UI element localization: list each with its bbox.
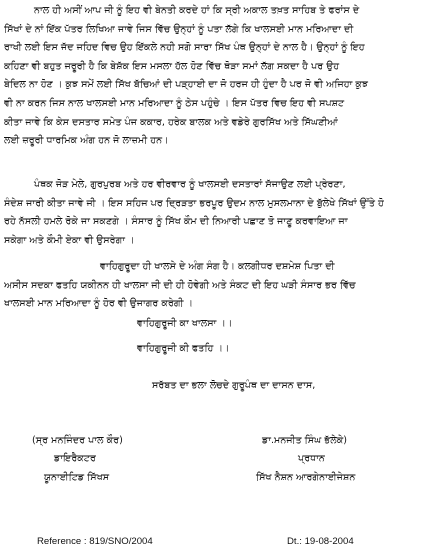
signatory-title: ਡਾਇਰੈਕਟਰ [54,453,96,465]
salutation-fateh: ਵਾਹਿਗੁਰੂਜੀ ਕੀ ਫਤਹਿ ।। [137,343,230,354]
text-line: ਕਹਿਣਾ ਵੀ ਬਹੁਤ ਜਰੂਰੀ ਹੈ ਕਿ ਬੇਸ਼ੱਕ ਇਸ ਮਸਲਾ ਹੱਲ ਹੋਣ ਵਿੱਚ ਥੋੜਾ ਸਮਾਂ ਲੱਗ ਸਕਦਾ ਹੈ ਪਰ ਉਹ [4,60,340,72]
text-line: ਲਈ ਜ਼ਰੂਰੀ ਧਾਰਮਿਕ ਅੰਗ ਹਨ ਜੋ ਲਾਜ਼ਮੀ ਹਨ। [4,135,169,147]
text-line: ਸੰਦੇਸ਼ ਜਾਰੀ ਕੀਤਾ ਜਾਵੇ ਜੀ । ਇਸ ਸਹਿਜ ਪਰ ਦ੍ਰਿੜਤਾ ਭਰਪੂਰ ਉਦਮ ਨਾਲ ਮੁਸਲਮਾਨਾ ਦੇ ਬੁੱਲੇਖੇ ਸਿੱਖਾਂ ਉੱਤੇ ਹੋ [4,197,384,209]
text-line: ਰਹੇ ਨੱਸਲੀ ਹਮਲੇ ਰੋਕੇ ਜਾ ਸਕਣਗੇ । ਸੰਸਾਰ ਨੂੰ ਸਿੱਖ ਕੌਮ ਦੀ ਨਿਆਰੀ ਪਛਾਣ ਤੋ ਜਾਣੂ ਕਰਵਾਇਆ ਜਾ [4,216,348,228]
text-line: ਖਾਲਸਈ ਮਾਨ ਮਰਿਆਦਾ ਨੂੰ ਹੋਰ ਵੀ ਉਜਾਗਰ ਕਰੇਗੀ । [4,298,193,310]
paragraph-3 [4,258,418,314]
text-line: ਨਾਲ ਹੀ ਅਸੀਂ ਆਪ ਜੀ ਨੂੰ ਇਹ ਵੀ ਬੇਨਤੀ ਕਰਦੇ ਹਾਂ ਕਿ ਸ੍ਰੀ ਅਕਾਲ ਤਖ਼ਤ ਸਾਹਿਬ ਤੇ ਫਰਾਂਸ ਦੇ [34,5,360,16]
signatory-org: ਸਿੱਖ ਨੈਸ਼ਨ ਆਰਗੇਨਾਈਜੇਸ਼ਨ [256,471,356,483]
text-line: ਸਿੱਖਾਂ ਦੇ ਨਾਂ ਇੱਕ ਪੱਤਰ ਲਿਖਿਆ ਜਾਵੇ ਜਿਸ ਵਿੱਚ ਉਨ੍ਹਾਂ ਨੂੰ ਪਤਾ ਲੱਗੇ ਕਿ ਖਾਲਸਈ ਮਾਨ ਮਰਿਆਦਾ ਦੀ [4,23,354,35]
paragraph-2 [4,176,418,250]
signatory-name: (ਸ੍ਰ ਮਨਜਿੰਦਰ ਪਾਲ ਕੌਰ) [32,435,123,446]
text-line: ਪੰਥਕ ਜੋੜ ਮੇਲੇ, ਗੁਰਪੁਰਬ ਅਤੇ ਹਰ ਵੀਰਵਾਰ ਨੂੰ ਖਾਲਸਈ ਦਸਤਾਰਾਂ ਸੱਜਾਉਣ ਲਈ ਪ੍ਰੇਰਣਾ, [34,179,346,190]
salutation-khalsa: ਵਾਹਿਗੁਰੂਜੀ ਕਾ ਖਾਲਸਾ ।। [137,318,233,329]
signature-left [32,432,123,487]
text-line: ਬੇਦਿਲ ਨਾ ਹੋਣ । ਕੁਝ ਸਮੇਂ ਲਈ ਸਿੱਖ ਬੱਚਿਆਂ ਦੀ ਪੜ੍ਹਾਈ ਦਾ ਜੋ ਹਰਜ ਹੀ ਹੁੰਦਾ ਹੈ ਪਰ ਜੋ ਵੀ ਅਜਿਹਾ ਕੁਝ [4,79,368,91]
signature-right [256,432,356,487]
closing-line: ਸਰੱਬਤ ਦਾ ਭਲਾ ਲੋਚਦੇ ਗੁਰੂਪੰਥ ਦਾ ਦਾਸਨ ਦਾਸ, [152,380,316,391]
text-line: ਕੀਤਾ ਜਾਵੇ ਕਿ ਕੇਸ ਦਸਤਾਰ ਸਮੇਤ ਪੰਜ ਕਕਾਰ, ਹਰੇਕ ਬਾਲਕ ਅਤੇ ਵਡੇਰੇ ਗੁਰਸਿੱਖ ਅਤੇ ਸਿੱਘਣੀਆਂ [4,116,338,128]
text-line: ਰਾਖੀ ਲਈ ਇਸ ਜੱਦ ਜਹਿਦ ਵਿਚ ਉਹ ਇੱਕਲੇ ਨਹੀ ਸਗੋ ਸਾਰਾ ਸਿੱਖ ਪੰਥ ਉਨ੍ਹਾਂ ਦੇ ਨਾਲ ਹੈ। ਉਨ੍ਹਾਂ ਨੂੰ ਇਹ [4,42,365,54]
paragraph-1 [4,2,418,151]
signatory-title: ਪ੍ਰਧਾਨ [298,453,325,465]
signatory-org: ਯੂਨਾਈਟਿਡ ਸਿੱਖਸ [44,471,110,483]
text-line: ਸਕੇਗਾ ਅਤੇ ਕੌਮੀ ਏਕਾ ਵੀ ਉਸਰੇਗਾ । [4,234,135,246]
reference-number: Reference : 819/SNO/2004 [37,536,153,547]
text-line: ਅਸੀਸ ਸਦਕਾ ਫਤਹਿ ਯਕੀਨਨ ਹੀ ਖਾਲਸਾ ਜੀ ਦੀ ਹੀ ਹੋਵੇਗੀ ਅਤੇ ਸੰਕਟ ਦੀ ਇਹ ਘੜੀ ਸੰਸਾਰ ਭਰ ਵਿੱਚ [4,279,356,291]
text-line: ਵੀ ਨਾ ਕਰਨ ਜਿਸ ਨਾਲ ਖਾਲਸਈ ਮਾਨ ਮਰਿਆਦਾ ਨੂੰ ਠੇਸ ਪਹੁੰਚੇ । ਇਸ ਪੱਤਰ ਵਿਚ ਇਹ ਵੀ ਸਪਸ਼ਟ [4,97,345,109]
text-line: ਵਾਹਿਗੁਰੂਦਾ ਹੀ ਖਾਲਸੇ ਦੇ ਅੰਗ ਸੰਗ ਹੈ। ਕਲਗੀਧਰ ਦਸ਼ਮੇਸ਼ ਪਿਤਾ ਦੀ [100,261,335,272]
signatory-name: ਡਾ.ਮਨਜੀਤ ਸਿੰਘ ਭੱਲੇਕੇ) [262,435,347,446]
letter-date: Dt.: 19-08-2004 [287,536,354,547]
